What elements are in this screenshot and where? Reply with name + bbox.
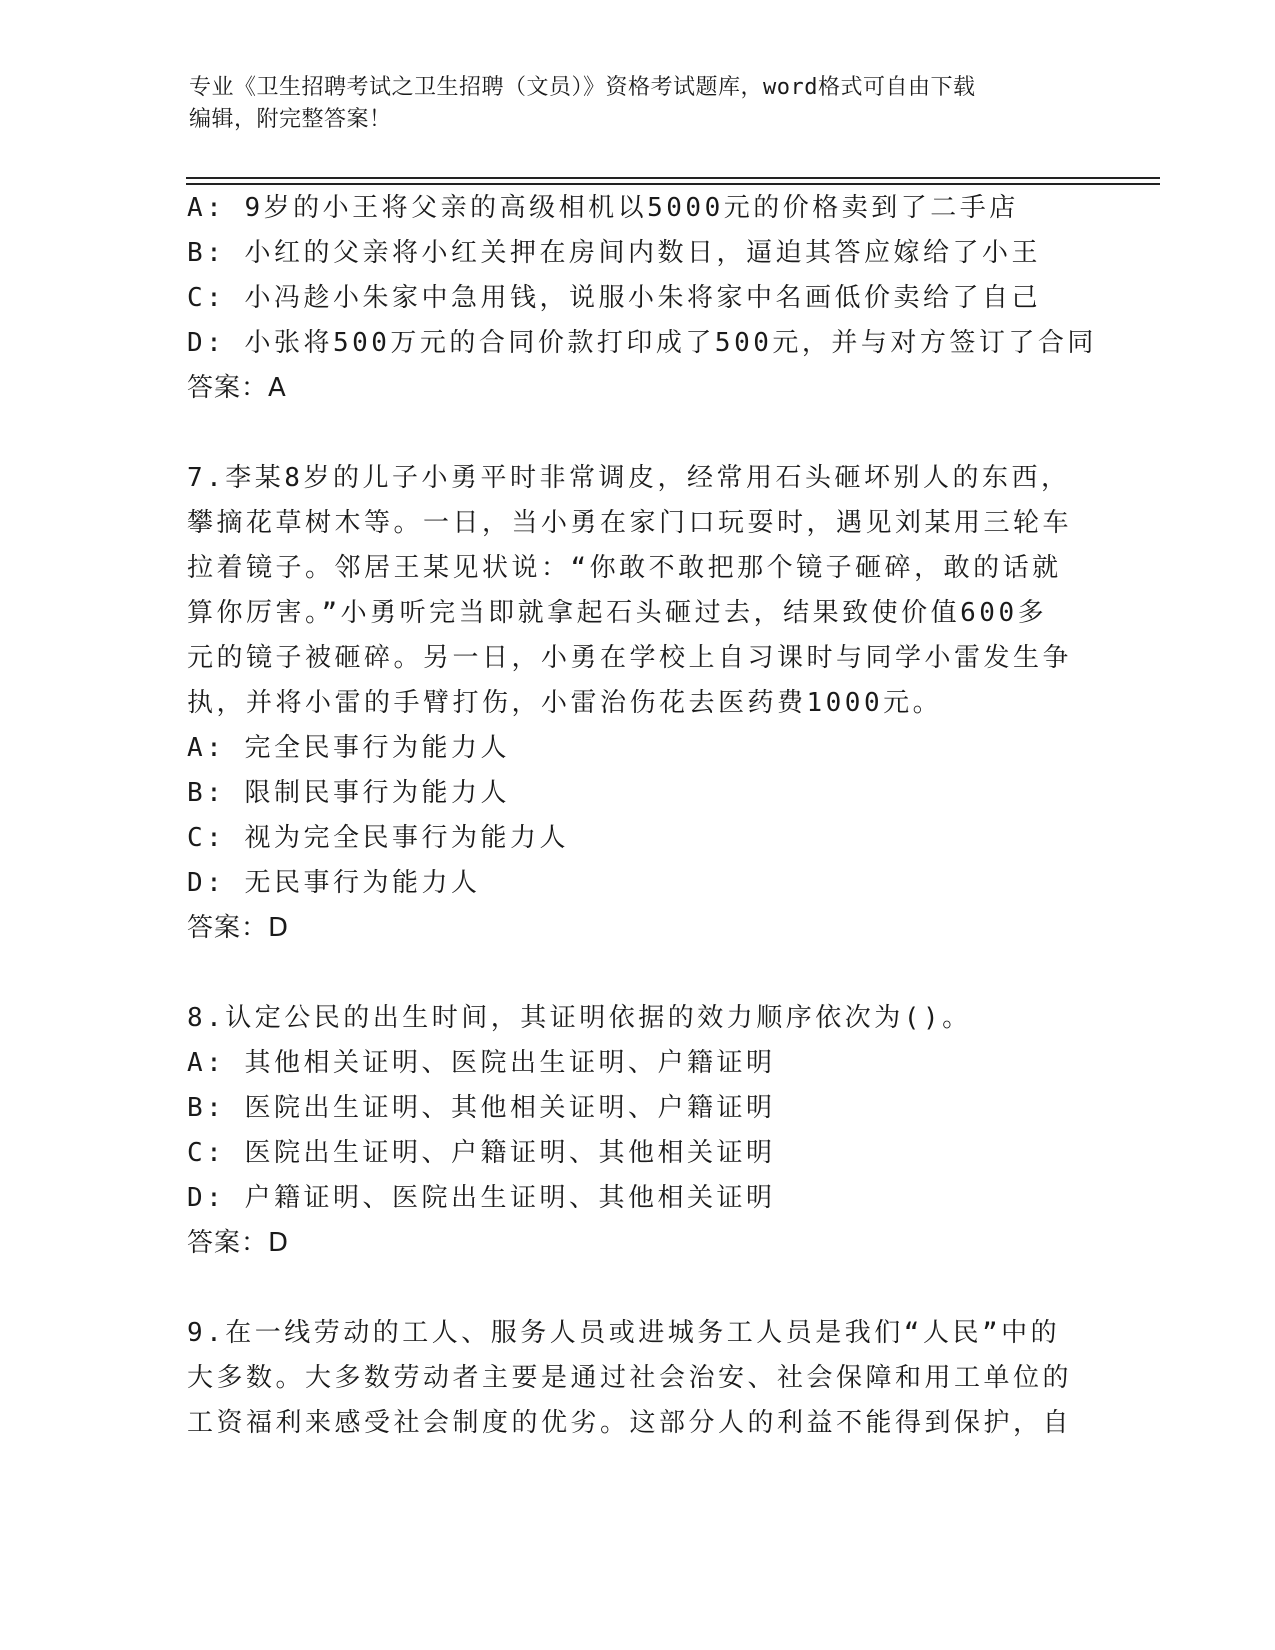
header-divider-bottom (186, 183, 1160, 185)
q9-stem-line-3: 工资福利来感受社会制度的优劣。这部分人的利益不能得到保护，自 (187, 1408, 1073, 1438)
q6-option-b: B: 小红的父亲将小红关押在房间内数日，逼迫其答应嫁给了小王 (187, 238, 1041, 268)
q7-stem-line-3: 拉着镜子。邻居王某见状说：“你敢不敢把那个镜子砸碎，敢的话就 (187, 553, 1062, 583)
header-line-2: 编辑，附完整答案！ (189, 107, 392, 132)
q7-option-a: A: 完全民事行为能力人 (187, 733, 510, 763)
document-header (189, 72, 1089, 136)
q7-option-c: C: 视为完全民事行为能力人 (187, 823, 569, 853)
q7-stem-line-1: 7.李某8岁的儿子小勇平时非常调皮，经常用石头砸坏别人的东西， (187, 463, 1071, 493)
q8-option-a: A: 其他相关证明、医院出生证明、户籍证明 (187, 1048, 776, 1078)
q8-answer: 答案：D (187, 1228, 290, 1258)
q7-option-b: B: 限制民事行为能力人 (187, 778, 510, 808)
q8-option-d: D: 户籍证明、医院出生证明、其他相关证明 (187, 1183, 776, 1213)
q6-option-c: C: 小冯趁小朱家中急用钱，说服小朱将家中名画低价卖给了自己 (187, 283, 1041, 313)
q6-option-a: A: 9岁的小王将父亲的高级相机以5000元的价格卖到了二手店 (187, 193, 1019, 223)
q9-stem-line-2: 大多数。大多数劳动者主要是通过社会治安、社会保障和用工单位的 (187, 1363, 1073, 1393)
q7-answer: 答案：D (187, 913, 290, 943)
q7-stem-line-2: 攀摘花草树木等。一日，当小勇在家门口玩耍时，遇见刘某用三轮车 (187, 508, 1073, 538)
q8-option-c: C: 医院出生证明、户籍证明、其他相关证明 (187, 1138, 776, 1168)
q7-stem-line-4: 算你厉害。”小勇听完当即就拿起石头砸过去，结果致使价值600多 (187, 598, 1048, 628)
q8-option-b: B: 医院出生证明、其他相关证明、户籍证明 (187, 1093, 776, 1123)
q7-stem-line-6: 执，并将小雷的手臂打伤，小雷治伤花去医药费1000元。 (187, 688, 943, 718)
q7-option-d: D: 无民事行为能力人 (187, 868, 481, 898)
q6-option-d: D: 小张将500万元的合同价款打印成了500元，并与对方签订了合同 (187, 328, 1097, 358)
header-line-1: 专业《卫生招聘考试之卫生招聘（文员）》资格考试题库，word格式可自由下载 (189, 75, 976, 100)
header-divider-top (186, 177, 1160, 179)
q9-stem-line-1: 9.在一线劳动的工人、服务人员或进城务工人员是我们“人民”中的 (187, 1318, 1061, 1348)
q6-answer: 答案：A (187, 373, 287, 403)
q8-stem: 8.认定公民的出生时间，其证明依据的效力顺序依次为()。 (187, 1003, 972, 1033)
q7-stem-line-5: 元的镜子被砸碎。另一日，小勇在学校上自习课时与同学小雷发生争 (187, 643, 1073, 673)
